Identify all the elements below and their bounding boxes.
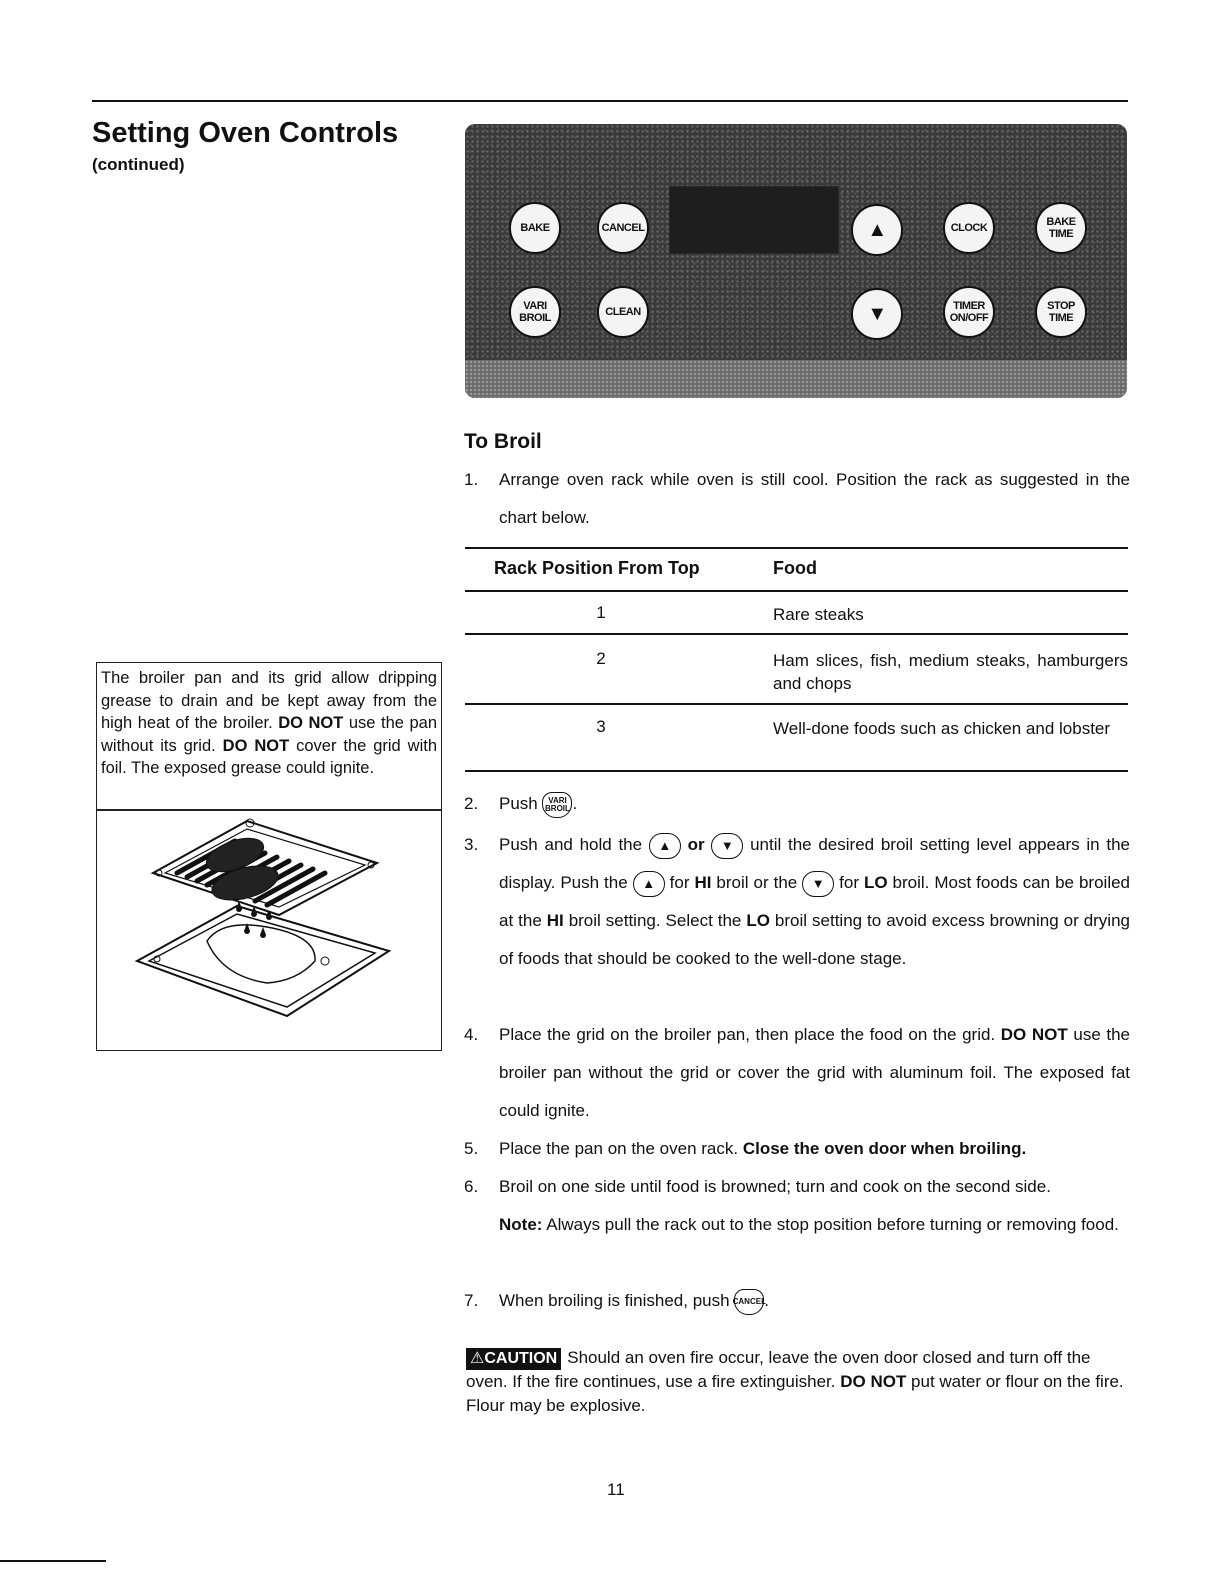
- step-6: 6. Broil on one side until food is browned; turn and cook on the second side. Note: Always pull the rack out to the stop position before turning or removing food.: [464, 1177, 1119, 1234]
- table-cell-position: 2: [596, 649, 606, 668]
- step-1: 1. Arrange oven rack while oven is still cool. Position the rack as suggested in the chart below.: [464, 461, 1130, 537]
- caution-notice: ⚠CAUTION Should an oven fire occur, leave the oven door closed and turn off the oven. If the fire continues, use a fire extinguisher. DO NOT put water or flour on the fire. Flour may be explosive.: [466, 1348, 1124, 1415]
- table-cell-position: 1: [596, 603, 606, 622]
- step-4: 4. Place the grid on the broiler pan, then place the food on the grid. DO NOT use the broiler pan without the grid or cover the grid with aluminum foil. The exposed fat could ignite.: [464, 1025, 1130, 1120]
- page-number: 11: [607, 1480, 625, 1499]
- oven-control-panel: [465, 124, 1127, 398]
- bottom-mark: [0, 1560, 106, 1562]
- step-5: 5. Place the pan on the oven rack. Close the oven door when broiling.: [464, 1139, 1027, 1158]
- table-header-food: Food: [773, 558, 817, 578]
- page-subtitle: (continued): [92, 155, 185, 174]
- cancel-key-icon: CANCEL: [734, 1289, 764, 1315]
- vari-broil-key: VARI BROIL: [509, 286, 561, 338]
- step-1-text: Arrange oven rack while oven is still cool. Position the rack as suggested in the chart below.: [499, 470, 1130, 527]
- down-arrow-key-icon: ▼: [802, 871, 834, 897]
- table-cell-food: Well-done foods such as chicken and lobster: [773, 719, 1111, 738]
- table-rule: [465, 703, 1128, 705]
- page-title: Setting Oven Controls: [92, 117, 399, 149]
- section-heading: To Broil: [464, 430, 542, 453]
- bake-key: BAKE: [509, 202, 561, 254]
- down-arrow-key: ▼: [851, 288, 903, 340]
- caution-badge: ⚠CAUTION: [466, 1348, 561, 1370]
- table-header-position: Rack Position From Top: [494, 558, 700, 578]
- top-rule: [92, 100, 1128, 102]
- note-text: The broiler pan and its grid allow dripping grease to drain and be kept away from the high heat of the broiler. DO NOT use the pan without its grid. DO NOT cover the grid with foil. The exposed grease could ignite.: [101, 669, 438, 778]
- table-cell-food: Ham slices, fish, medium steaks, hamburgers and chops: [773, 651, 1128, 693]
- table-rule: [465, 590, 1128, 592]
- table-rule: [465, 633, 1128, 635]
- step-7: 7. When broiling is finished, push CANCEL.: [464, 1282, 1130, 1320]
- step-2: 2. Push VARI BROIL .: [464, 785, 1130, 823]
- step-3: 3. Push and hold the ▲ or ▼ until the desired broil setting level appears in the display. Push the ▲ for HI broil or the ▼ for LO broil. Most foods can be broiled at the HI broil setting. Select the LO broil setting to avoid excess browning or drying of foods that should be cooked to the well-done stage.: [464, 826, 1130, 978]
- up-arrow-key-icon: ▲: [633, 871, 665, 897]
- cancel-key: CANCEL: [597, 202, 649, 254]
- vari-broil-key-icon: VARI BROIL: [542, 792, 572, 818]
- broiler-pan-note: [96, 662, 442, 1051]
- up-arrow-key-icon: ▲: [649, 833, 681, 859]
- panel-display: [669, 186, 839, 254]
- clean-key: CLEAN: [597, 286, 649, 338]
- table-rule: [465, 770, 1128, 772]
- broiler-pan-illustration: [127, 811, 407, 1047]
- down-arrow-key-icon: ▼: [711, 833, 743, 859]
- table-rule-top: [465, 547, 1128, 549]
- bake-time-key: BAKE TIME: [1035, 202, 1087, 254]
- up-arrow-key: ▲: [851, 204, 903, 256]
- clock-key: CLOCK: [943, 202, 995, 254]
- table-cell-position: 3: [596, 717, 606, 736]
- panel-lower-strip: [465, 360, 1127, 398]
- table-cell-food: Rare steaks: [773, 605, 864, 624]
- stop-time-key: STOP TIME: [1035, 286, 1087, 338]
- timer-onoff-key: TIMER ON/OFF: [943, 286, 995, 338]
